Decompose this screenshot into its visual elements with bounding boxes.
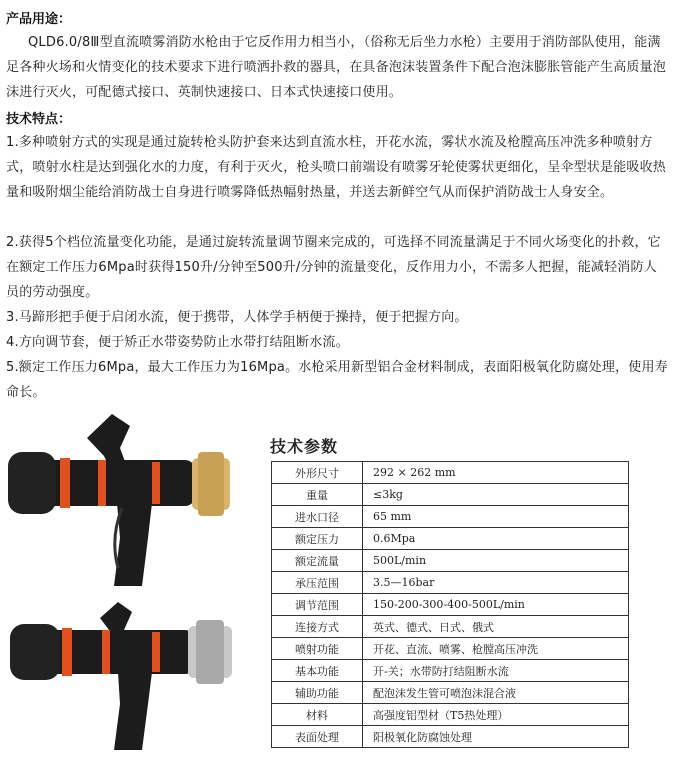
table-row [272,704,629,726]
table-row [272,594,629,616]
usage-heading: 产品用途： [6,12,72,27]
fire-nozzle-gold-coupling-image [2,408,252,598]
param-value: 500L/min [363,550,629,572]
param-key: 额定流量 [272,550,363,572]
table-row [272,550,629,572]
param-key: 调节范围 [272,594,363,616]
param-key: 喷射功能 [272,638,363,660]
param-value: ≤3kg [363,484,629,506]
table-row [272,528,629,550]
param-key: 外形尺寸 [272,462,363,484]
table-row [272,682,629,704]
param-key: 辅助功能 [272,682,363,704]
feature-item-1: 1.多种喷射方式的实现是通过旋转枪头防护套来达到直流水柱，开花水流，雾状水流及枪膛高压冲洗多种喷射方式，喷射水柱是达到强化水的力度，有利于灭火，枪头喷口前端设有喷雾牙轮使雾状更细化，呈伞型状是能吸收热量和吸附烟尘能给消防战士自身进行喷雾降低热幅射热量，并送去新鲜空气从而保护消防战士人身安全。 [6,135,667,200]
param-value: 开-关；水带防打结阻断水流 [363,660,629,682]
table-row [272,726,629,748]
param-value: 高强度铝型材（T5热处理） [363,704,629,726]
params-table [271,461,629,748]
table-row [272,638,629,660]
param-value: 292 × 262 mm [363,462,629,484]
param-key: 进水口径 [272,506,363,528]
param-value: 开花、直流、喷雾、枪膛高压冲洗 [363,638,629,660]
param-key: 材料 [272,704,363,726]
param-key: 重量 [272,484,363,506]
param-value: 0.6Mpa [363,528,629,550]
param-value: 阳极氧化防腐蚀处理 [363,726,629,748]
feature-item-3: 3.马蹄形把手便于启闭水流，便于携带，人体学手柄便于操持，便于把握方向。 [6,310,468,325]
param-value: 英式、德式、日式、俄式 [363,616,629,638]
table-row [272,572,629,594]
fire-nozzle-silver-coupling-image [2,600,252,760]
param-value: 配泡沫发生管可喷泡沫混合液 [363,682,629,704]
param-value: 65 mm [363,506,629,528]
param-value: 3.5—16bar [363,572,629,594]
param-key: 连接方式 [272,616,363,638]
table-row [272,462,629,484]
features-heading: 技术特点： [6,112,72,127]
param-value: 150-200-300-400-500L/min [363,594,629,616]
feature-item-5: 5.额定工作压力6Mpa，最大工作压力为16Mpa。水枪采用新型铝合金材料制成，表面阳极氧化防腐处理，使用寿命长。 [6,360,668,400]
table-row [272,616,629,638]
param-key: 承压范围 [272,572,363,594]
param-key: 基本功能 [272,660,363,682]
table-row [272,506,629,528]
param-key: 表面处理 [272,726,363,748]
param-key: 额定压力 [272,528,363,550]
feature-item-4: 4.方向调节套，便于矫正水带姿势防止水带打结阻断水流。 [6,335,349,350]
table-row [272,660,629,682]
params-title: 技术参数 [270,437,339,456]
table-row [272,484,629,506]
usage-text: QLD6.0/8Ⅲ型直流喷雾消防水枪由于它反作用力相当小，（俗称无后坐力水枪）主要用于消防部队使用，能满足各种火场和火情变化的技术要求下进行喷洒扑救的器具，在具备泡沫装置条件下配合泡沫膨胀管能产生高质量泡沫进行灭火，可配德式接口、英制快速接口、日本式快速接口使用。 [6,35,667,100]
feature-item-2: 2.获得5个档位流量变化功能，是通过旋转流量调节圈来完成的，可选择不同流量满足于不同火场变化的扑救，它在额定工作压力6Mpa时获得150升/分钟至500升/分钟的流量变化，反作用力小，不需多人把握，能减轻消防人员的劳动强度。 [6,235,661,300]
